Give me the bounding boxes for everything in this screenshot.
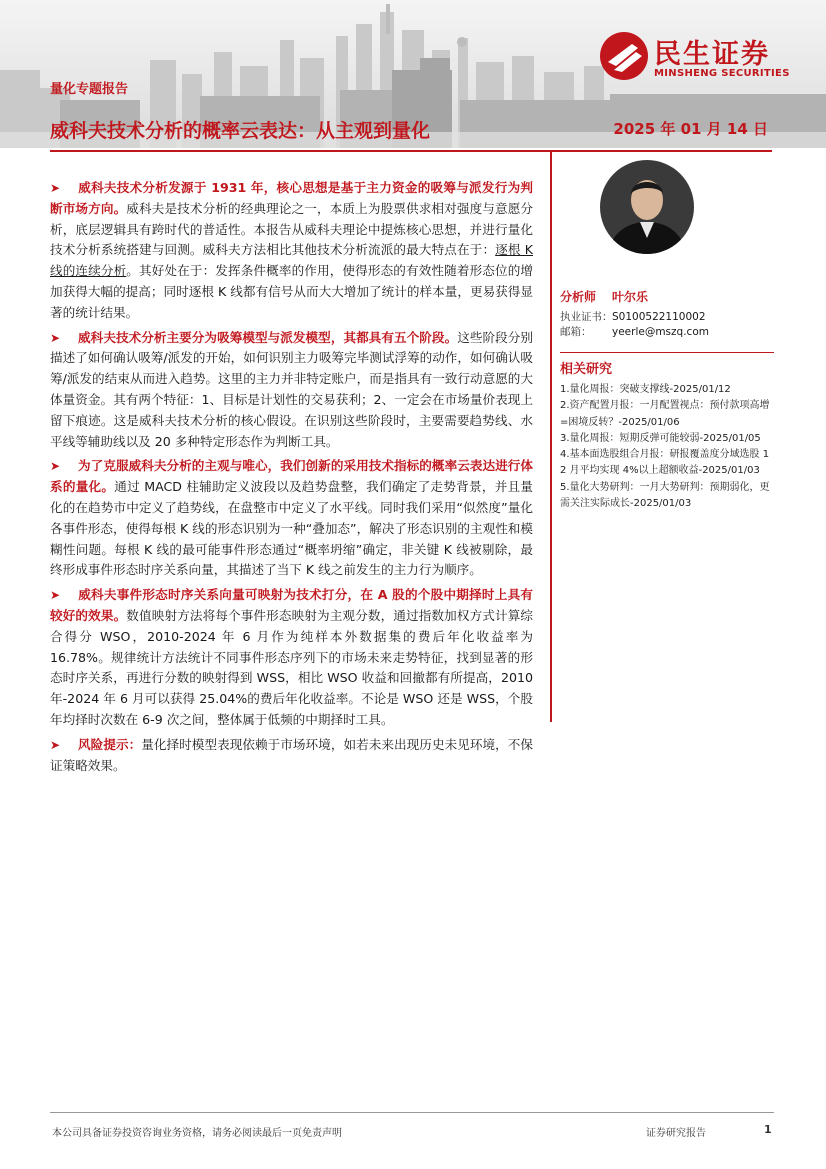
- brand-name-cn: 民生证券: [654, 39, 770, 70]
- brand-name-en: MINSHENG SECURITIES: [654, 68, 790, 79]
- summary-bullet-4: [50, 585, 533, 731]
- analyst-license-row: [560, 310, 775, 325]
- bullet-body-2: 。其好处在于：发挥条件概率的作用，使得形态的有效性随着形态位的增加获得大幅的提高；同时逐根 K 线都有信号从而大大增加了统计的样本量，更易获得显著的统计结果。: [50, 263, 534, 320]
- analyst-email[interactable]: yeerle@mszq.com: [612, 326, 709, 338]
- bullet-arrow-icon: ➤: [50, 588, 61, 603]
- report-title: 威科夫技术分析的概率云表达：从主观到量化: [50, 120, 431, 142]
- analyst-email-row: [560, 325, 775, 340]
- bullet-body: 通过 MACD 柱辅助定义波段以及趋势盘整，我们确定了走势背景，并且量化的在趋势市中定义了趋势线，在盘整市中定义了水平线。同时我们采用“似然度”量化各事件形态，使得每根 K 线的形态识别为一种“叠加态”，解决了形态识别的主观性和模糊性问题。每根 K 线的最可能事件形态通过“概率坍缩”确定，非关键 K 线被剔除，最终形成事件形态时序关系向量，其描述了当下 K 线之前发生的主力行为顺序。: [50, 479, 533, 578]
- report-date: 2025 年 01 月 14 日: [613, 120, 768, 138]
- analyst-info: [560, 288, 775, 340]
- bullet-lead: 风险提示：: [78, 736, 142, 752]
- bullet-lead: 威科夫技术分析主要分为吸筹模型与派发模型，其都具有五个阶段。: [78, 329, 458, 345]
- analyst-name-row: [560, 288, 775, 310]
- related-divider: [560, 352, 774, 353]
- bullet-arrow-icon: ➤: [50, 737, 61, 752]
- related-research-list: [560, 382, 773, 512]
- related-item[interactable]: 5.量化大势研判：一月大势研判：预期弱化，更需关注实际成长-2025/01/03: [560, 481, 770, 510]
- related-research-title: 相关研究: [560, 362, 613, 377]
- bullet-lead: 为了克服威科夫分析的主观与唯心，我们创新的采用技术指标的概率云表达进行体系的量化。: [50, 458, 533, 495]
- bullet-lead: 威科夫事件形态时序关系向量可映射为技术打分，在 A 股的个股中期择时上具有较好的效果。: [50, 587, 533, 623]
- header-banner: [0, 0, 826, 148]
- bullet-arrow-icon: ➤: [50, 459, 61, 474]
- related-item[interactable]: 4.基本面选股组合月报：研报覆盖度分域选股 12 月平均实现 4%以上超额收益-2025/01/03: [560, 449, 770, 477]
- minsheng-logo-icon: [598, 30, 650, 82]
- analyst-name: 叶尔乐: [612, 290, 649, 304]
- analyst-photo: [600, 160, 694, 254]
- summary-bullet-3: [50, 456, 533, 581]
- report-type: 量化专题报告: [50, 82, 129, 97]
- related-item[interactable]: 1.量化周报：突破支撑线-2025/01/12: [560, 384, 731, 395]
- bullet-arrow-icon: ➤: [50, 330, 61, 345]
- bullet-underline: 逐根 K 线的连续分析: [50, 242, 533, 279]
- bullet-body: 量化择时模型表现依赖于市场环境，如若未来出现历史未见环境，不保证策略效果。: [50, 736, 534, 773]
- summary-bullet-1: [50, 178, 533, 324]
- bullet-arrow-icon: ➤: [50, 181, 61, 195]
- bullet-lead: 威科夫技术分析发源于 1931 年，核心思想是基于主力资金的吸筹与派发行为判断市场方向。: [50, 180, 533, 216]
- bullet-body: 这些阶段分别描述了如何确认吸筹/派发的开始，如何识别主力吸筹完毕测试浮筹的动作，如何确认吸筹/派发的结束从而进入趋势。这里的主力并非特定账户，而是指具有一致行动意愿的大体量资金。其有两个特征：1、目标是计划性的交易获利；2、一定会在市场量价表现上留下痕迹。这是威科夫技术分析的核心假设。在识别这些阶段时，主要需要趋势线、水平线等辅助线以及 20 多种特定形态作为判断工具。: [50, 329, 534, 449]
- bullet-body: 威科夫是技术分析的经典理论之一，本质上为股票供求相对强度与意愿分析，底层逻辑具有跨时代的普适性。本报告从威科夫理论中提炼核心思想，并进行量化技术分析系统搭建与回测。威科夫方法相比其他技术分析流派的最大特点在于：: [50, 200, 534, 258]
- summary-bullet-5: [50, 735, 533, 777]
- footer-divider: [50, 1112, 774, 1113]
- header-divider: [50, 150, 772, 152]
- license-label: 执业证书：: [560, 311, 613, 323]
- bullet-body: 数值映射方法将每个事件形态映射为主观分数，通过指数加权方式计算综合得分 WSO，2010-2024 年 6 月作为纯样本外数据集的费后年化收益率为 16.78%。规律统计方法统计不同事件形态序列下的市场未来走势特征，找到显著的形态时序关系，再进行分数的映射得到 WSS，相比 WSO 收益和回撤都有所提高，2010 年-2024 年 6 月可以获得 25.04%的费后年化收益率。不论是 WSO 还是 WSS，个股年均择时次数在 6-9 次之间，整体属于低频的中期择时工具。: [50, 607, 534, 727]
- related-item[interactable]: 2.资产配置月报：一月配置视点：预付款项高增=困境反转？-2025/01/06: [560, 400, 770, 428]
- email-label: 邮箱：: [560, 326, 592, 338]
- brand-logo: [598, 30, 808, 86]
- license-number: S0100522110002: [612, 311, 706, 323]
- summary-column: [50, 178, 533, 780]
- footer-doc-type: 证券研究报告: [646, 1128, 706, 1139]
- analyst-portrait-icon: [600, 160, 694, 254]
- page-number: 1: [764, 1123, 772, 1136]
- summary-bullet-2: [50, 328, 533, 453]
- related-item[interactable]: 3.量化周报：短期反弹可能较弱-2025/01/05: [560, 432, 761, 444]
- column-divider: [550, 152, 552, 722]
- analyst-role-label: 分析师: [560, 290, 597, 304]
- footer-disclaimer: 本公司具备证券投资咨询业务资格，请务必阅读最后一页免责声明: [52, 1128, 342, 1139]
